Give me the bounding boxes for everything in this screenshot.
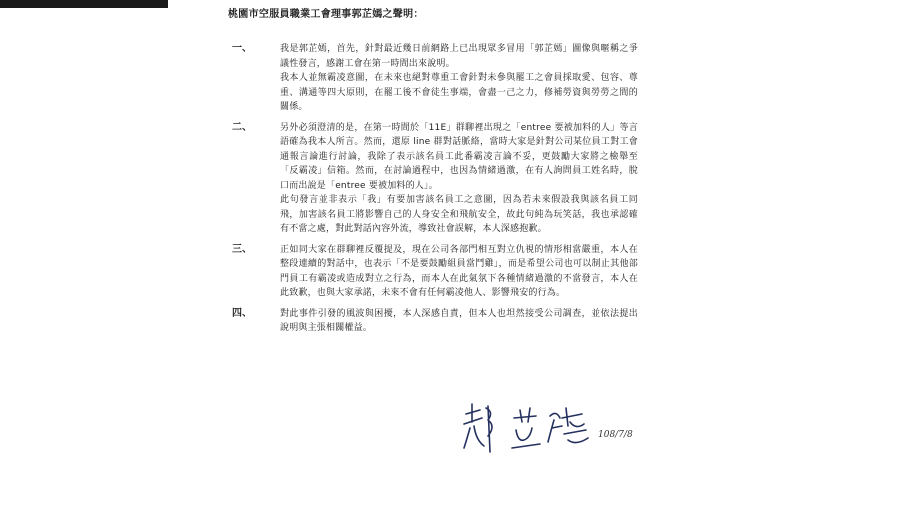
statement-item-1	[228, 42, 638, 115]
top-left-black-bar	[0, 0, 168, 8]
handwritten-signature	[458, 396, 598, 468]
signature-date: 108/7/8	[598, 430, 633, 440]
item-paragraph: 此句發言並非表示「我」有要加害該名員工之意圖，因為若未來假設我與該名員工同飛，加害該名員工將影響自己的人身安全和飛航安全，故此句純為玩笑話，我也承認確有不當之處，對此對話內容外流，導致社會誤解，本人深感抱歉。	[280, 195, 638, 234]
item-body	[280, 121, 638, 237]
item-number: 四、	[232, 307, 252, 319]
item-body	[280, 243, 638, 301]
item-paragraph: 我本人並無霸凌意圖，在未來也絕對尊重工會針對未參與罷工之會員採取愛、包容、尊重、溝通等四大原則，在罷工後不會徒生事端，會盡一己之力，修補勞資與勞勞之間的關係。	[280, 73, 638, 112]
statement-item-3	[228, 243, 638, 301]
item-body	[280, 307, 638, 336]
item-number: 一、	[232, 43, 252, 54]
item-body	[280, 42, 638, 115]
statement-document	[228, 8, 638, 342]
item-paragraph: 另外必須澄清的是，在第一時間於「11E」群聊裡出現之「entree 要被加料的人」等言語確為我本人所言。然而，還原 line 群對話脈絡，當時大家是針對公司某位員工對工會通報言論進行討論，我除了表示該名員工此番霸凌言論不妥，更鼓勵大家將之檢舉至「反霸凌」信箱。然而，在討論過程中，也因為情緒過激，在有人詢問員工姓名時，脫口而出說是「entree 要被加料的人」。	[280, 122, 638, 191]
item-paragraph: 正如同大家在群聊裡反覆提及，現在公司各部門相互對立仇視的情形相當嚴重，本人在整段連續的對話中，也表示「不是要鼓勵組員當鬥雞」，而是希望公司也可以制止其他部門員工有霸凌或造成對立之行為，而本人在此氣氛下各種情緒過激的不當發言，本人在此致歉，也與大家承諾，未來不會有任何霸凌他人、影響飛安的行為。	[280, 244, 638, 298]
item-number: 二、	[232, 121, 252, 133]
statement-item-4	[228, 307, 638, 336]
statement-item-2	[228, 121, 638, 237]
item-paragraph: 我是郭芷嫣，首先，針對最近幾日前網路上已出現眾多冒用「郭芷嫣」圖像與暱稱之爭議性發言，感謝工會在第一時間出來說明。	[280, 44, 638, 69]
item-paragraph: 對此事件引發的風波與困擾，本人深感自責，但本人也坦然接受公司調查，並依法提出說明與主張相關權益。	[280, 308, 638, 333]
document-title: 桃園市空服員職業工會理事郭芷嫣之聲明：	[228, 9, 424, 20]
item-number: 三、	[232, 243, 252, 255]
